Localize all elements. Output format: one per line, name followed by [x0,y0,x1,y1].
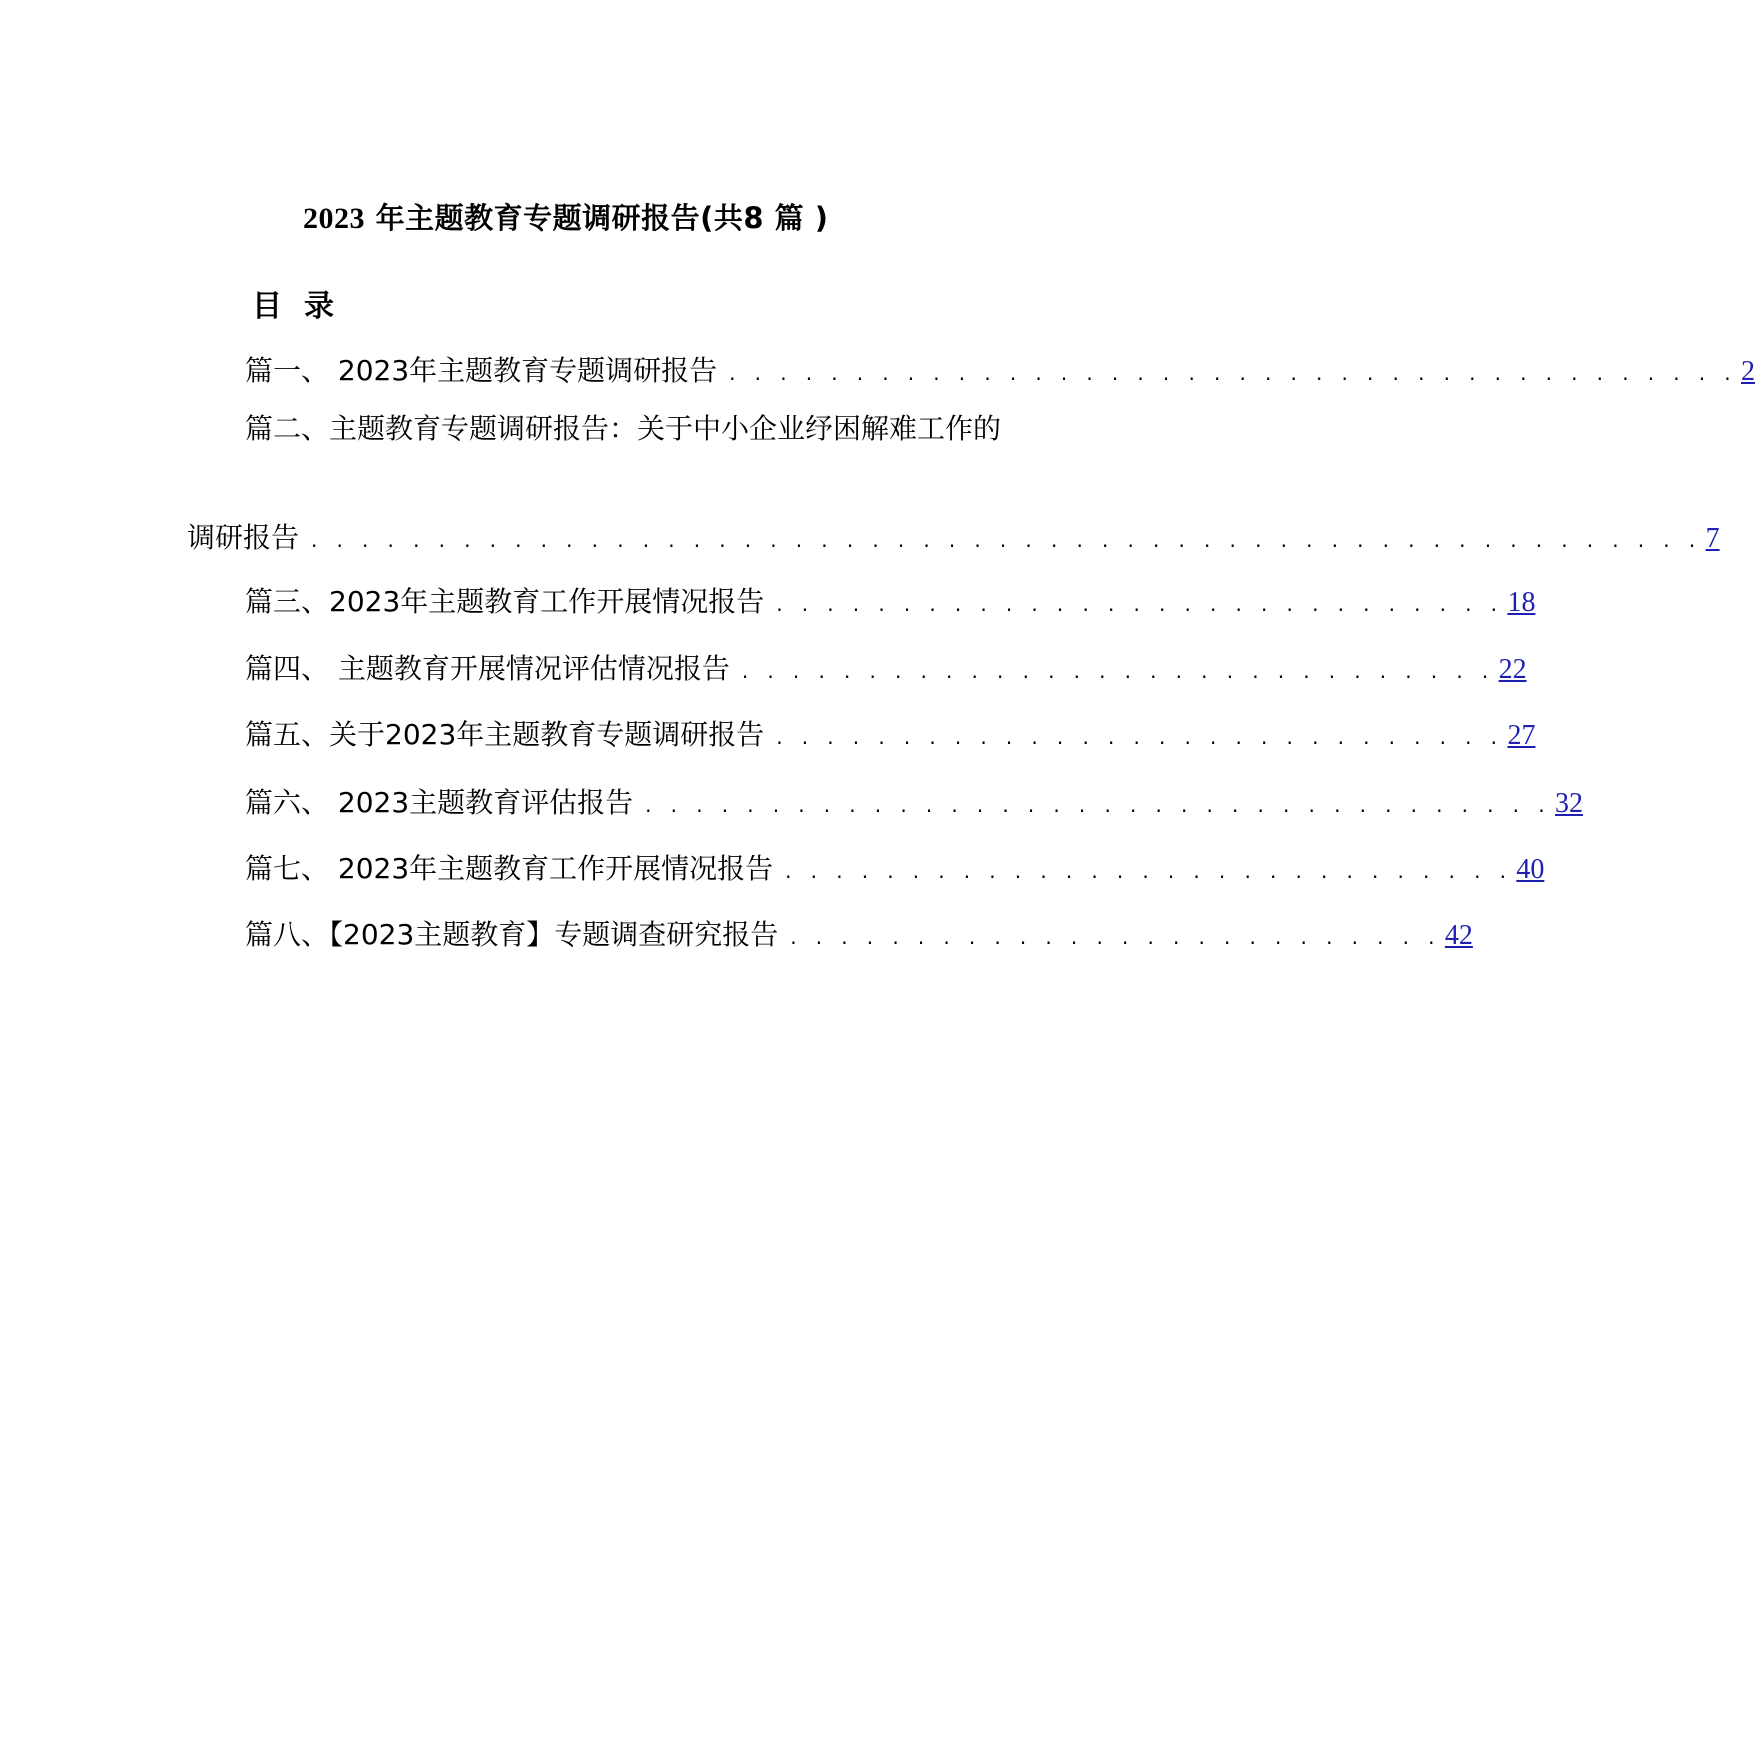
toc-dot-leader: . . . . . . . . . . . . . . . . . . . . . . . . . . . . . [776,725,1504,749]
toc-entry-label: 篇三、2023年主题教育工作开展情况报告 [245,585,765,618]
toc-entry-3[interactable] [245,580,1536,620]
toc-entry-label: 篇五、关于2023年主题教育专题调研报告 [245,718,765,751]
toc-entry-label: 篇二、主题教育专题调研报告：关于中小企业纾困解难工作的 [245,412,1002,445]
toc-entry-label-continued: 调研报告 [187,521,300,554]
toc-page-link[interactable]: 27 [1507,720,1536,751]
toc-page-link[interactable]: 2 [1741,356,1755,387]
document-title-text: 年主题教育专题调研报告(共8 篇 ) [365,201,829,235]
toc-entry-6[interactable] [245,781,1583,821]
toc-page-link[interactable]: 32 [1554,788,1583,819]
toc-entry-8[interactable] [245,913,1473,953]
toc-dot-leader: . . . . . . . . . . . . . . . . . . . . . . . . . . . . . . [741,659,1495,683]
toc-entry-7[interactable] [245,847,1545,887]
toc-dot-leader: . . . . . . . . . . . . . . . . . . . . . . . . . . . . . . . . . . . . . . . . . . . . . . . . . . . . . . . [311,528,1702,552]
toc-page-link[interactable]: 18 [1507,587,1536,618]
toc-entry-2-first-line[interactable] [245,412,1045,446]
toc-entry-label: 篇四、 主题教育开展情况评估情况报告 [245,652,730,685]
toc-page-link[interactable]: 40 [1516,854,1545,885]
document-title [303,196,828,237]
toc-page-link[interactable]: 7 [1705,523,1720,554]
toc-dot-leader: . . . . . . . . . . . . . . . . . . . . . . . . . . . . . [785,859,1513,883]
toc-page-link[interactable]: 22 [1498,654,1527,685]
toc-entry-4[interactable] [245,647,1527,687]
toc-entry-2[interactable] [187,516,1720,556]
toc-entry-1[interactable] [245,349,1755,389]
toc-dot-leader: . . . . . . . . . . . . . . . . . . . . . . . . . . . . . . . . . . . . . . . . [729,361,1738,385]
toc-entry-label: 篇七、 2023年主题教育工作开展情况报告 [245,852,774,885]
toc-page-link[interactable]: 42 [1444,920,1473,951]
toc-dot-leader: . . . . . . . . . . . . . . . . . . . . . . . . . . [790,925,1441,949]
toc-entry-label: 篇六、 2023主题教育评估报告 [245,786,634,819]
toc-dot-leader: . . . . . . . . . . . . . . . . . . . . . . . . . . . . . . . . . . . . [645,793,1551,817]
toc-entry-label: 篇一、 2023年主题教育专题调研报告 [245,354,718,387]
toc-entry-label: 篇八、【2023主题教育】专题调查研究报告 [245,918,779,951]
toc-entry-5[interactable] [245,713,1536,753]
document-title-year: 2023 [303,202,365,235]
toc-dot-leader: . . . . . . . . . . . . . . . . . . . . . . . . . . . . . [776,592,1504,616]
toc-heading: 目录 [252,289,356,324]
